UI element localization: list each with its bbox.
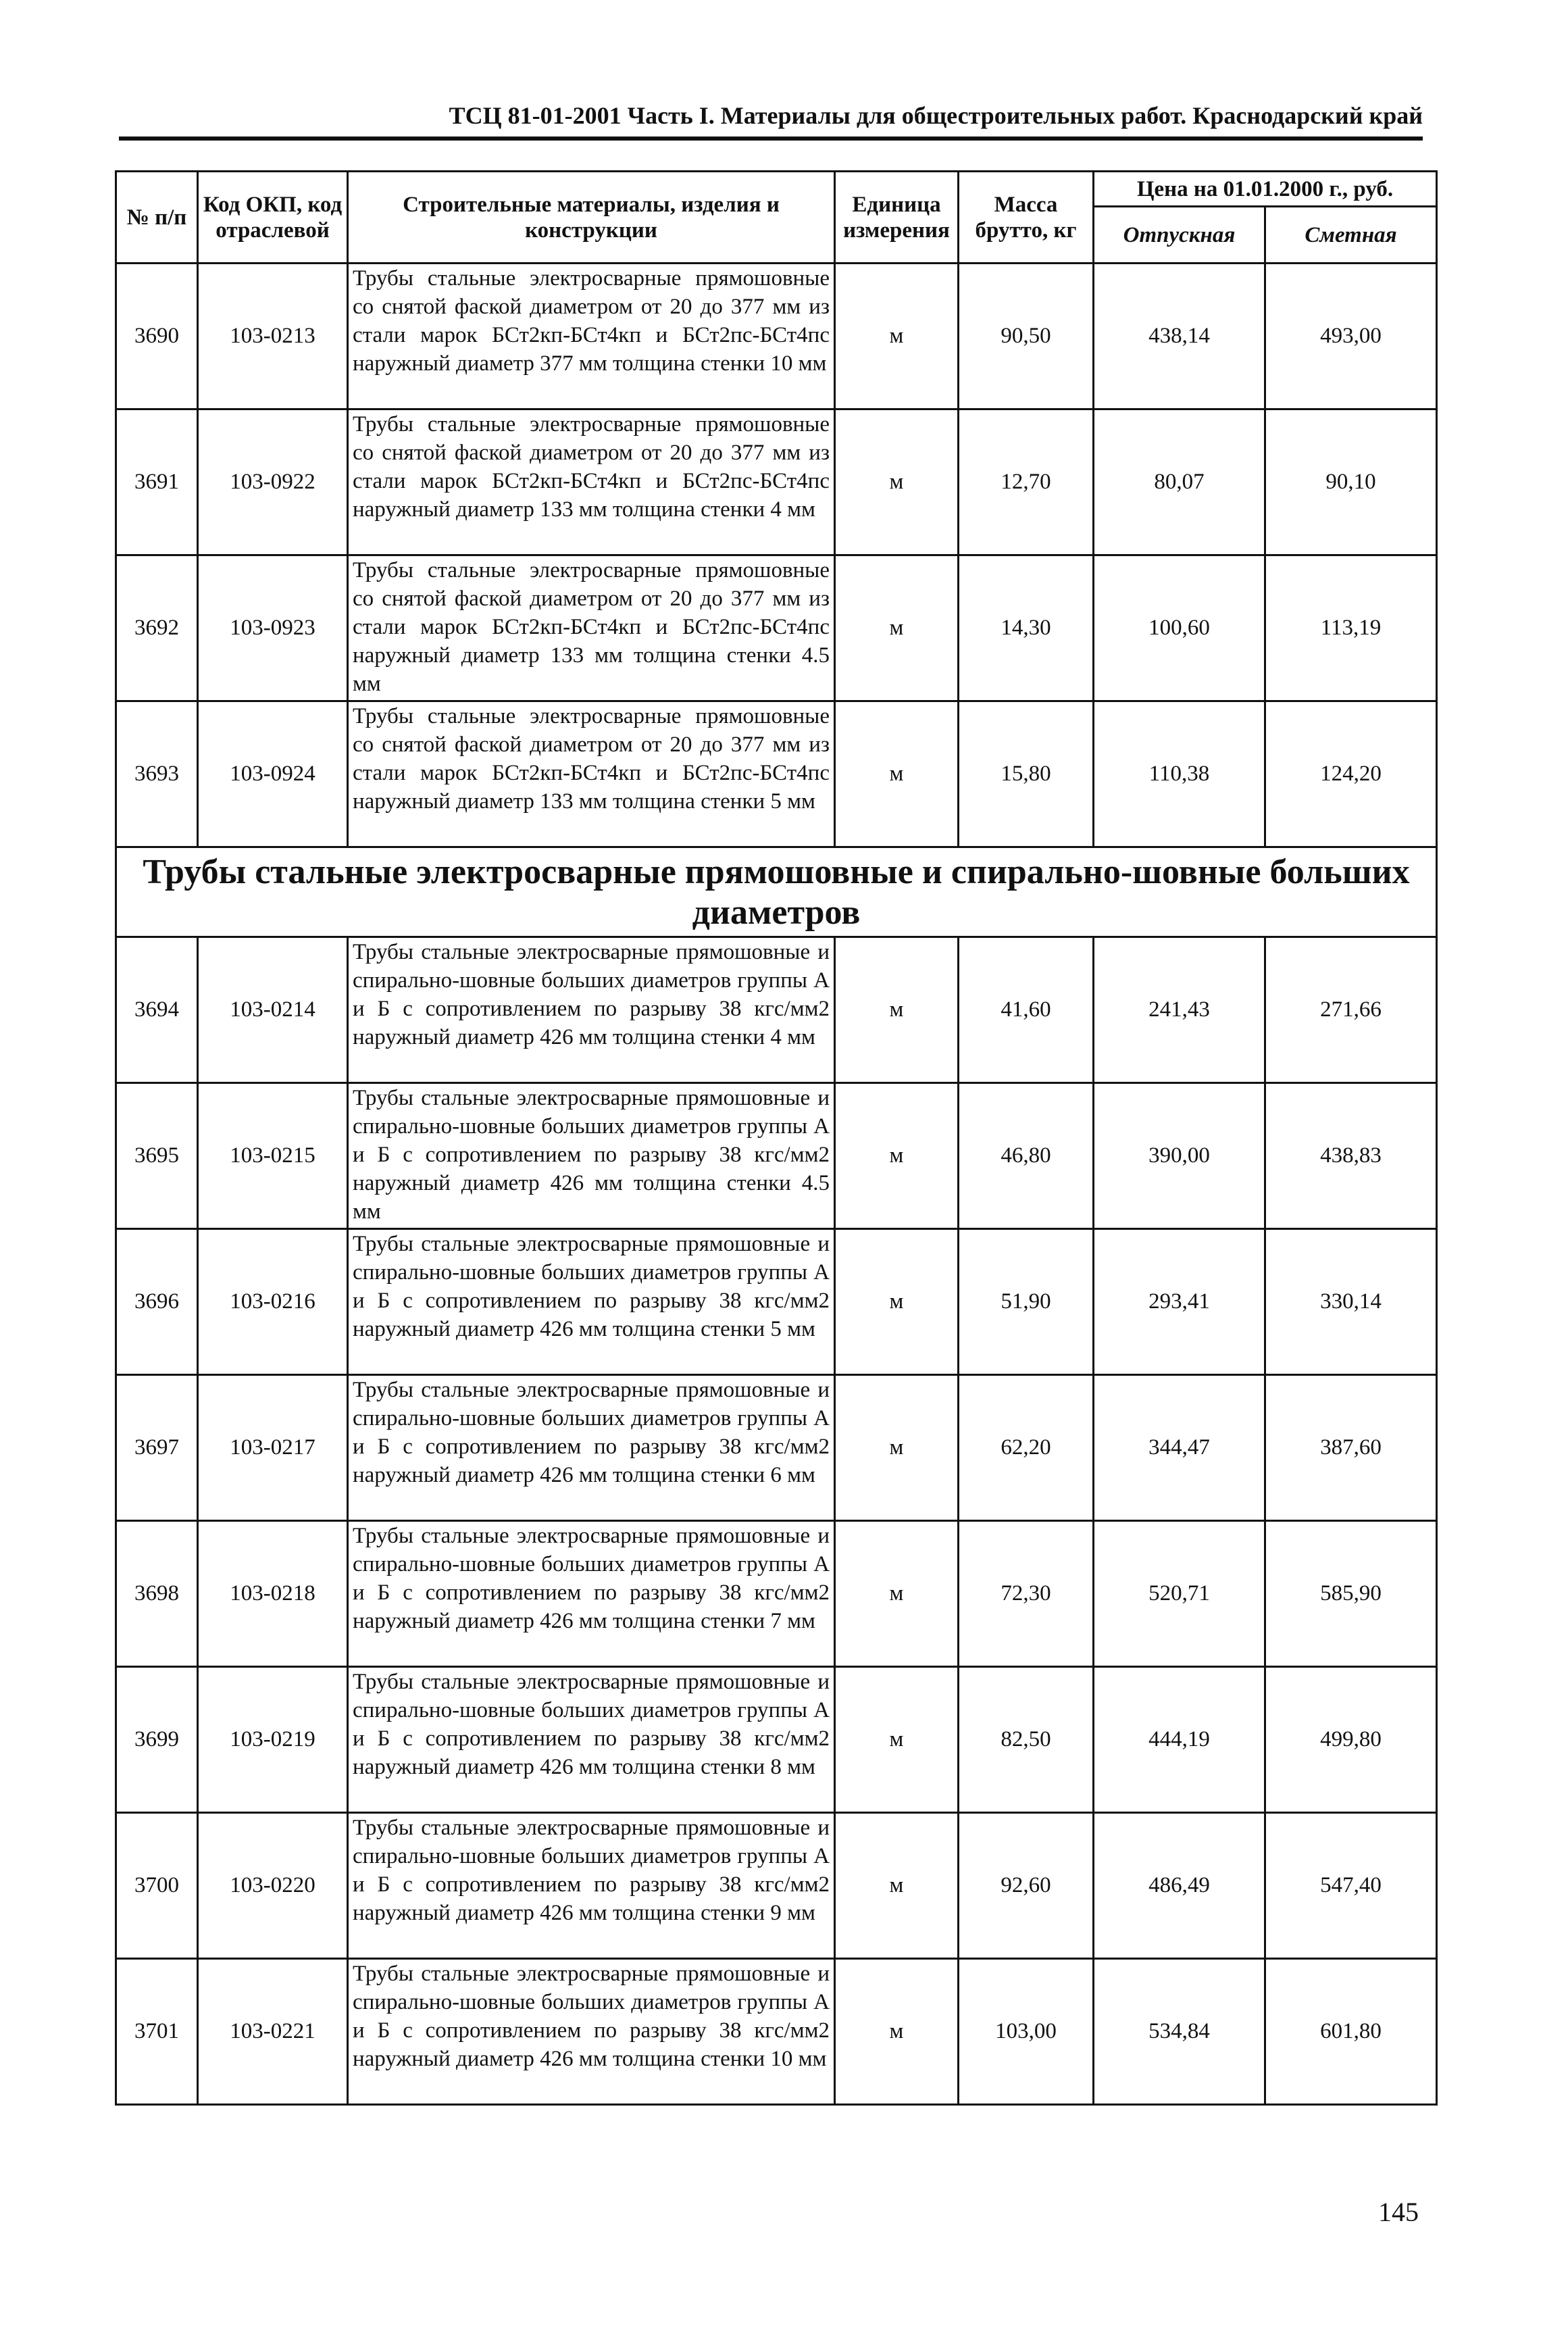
- table-row: [116, 701, 1437, 847]
- row-number: 3694: [116, 937, 198, 1083]
- estimate-price: 271,66: [1265, 937, 1437, 1083]
- release-price: 486,49: [1094, 1813, 1265, 1959]
- release-price: 344,47: [1094, 1375, 1265, 1521]
- gross-mass: 72,30: [959, 1521, 1094, 1667]
- release-price: 293,41: [1094, 1229, 1265, 1375]
- estimate-price: 113,19: [1265, 555, 1437, 701]
- gross-mass: 82,50: [959, 1667, 1094, 1813]
- okp-code: 103-0220: [198, 1813, 348, 1959]
- table-row: [116, 1083, 1437, 1229]
- estimate-price: 90,10: [1265, 409, 1437, 555]
- unit-of-measure: м: [835, 1667, 959, 1813]
- release-price: 80,07: [1094, 409, 1265, 555]
- okp-code: 103-0216: [198, 1229, 348, 1375]
- gross-mass: 92,60: [959, 1813, 1094, 1959]
- okp-code: 103-0923: [198, 555, 348, 701]
- material-description: Трубы стальные электросварные прямошовные и спирально-шовные больших диаметров группы А и Б с сопротивлением по разрыву 38 кгс/мм2 наружный диаметр 426 мм толщина стенки 4 мм: [348, 937, 835, 1083]
- row-number: 3693: [116, 701, 198, 847]
- col-header-name: Строительные материалы, изделия и конструкции: [348, 172, 835, 264]
- page-number: 145: [1378, 2197, 1419, 2227]
- gross-mass: 15,80: [959, 701, 1094, 847]
- release-price: 438,14: [1094, 264, 1265, 409]
- unit-of-measure: м: [835, 264, 959, 409]
- table-row: [116, 1667, 1437, 1813]
- table-row: [116, 1521, 1437, 1667]
- unit-of-measure: м: [835, 409, 959, 555]
- estimate-price: 493,00: [1265, 264, 1437, 409]
- row-number: 3695: [116, 1083, 198, 1229]
- material-description: Трубы стальные электросварные прямошовные и спирально-шовные больших диаметров группы А и Б с сопротивлением по разрыву 38 кгс/мм2 наружный диаметр 426 мм толщина стенки 4.5 мм: [348, 1083, 835, 1229]
- row-number: 3690: [116, 264, 198, 409]
- material-description: Трубы стальные электросварные прямошовные со снятой фаской диаметром от 20 до 377 мм из стали марок БСт2кп-БСт4кп и БСт2пс-БСт4пс наружный диаметр 133 мм толщина стенки 4 мм: [348, 409, 835, 555]
- estimate-price: 547,40: [1265, 1813, 1437, 1959]
- material-description: Трубы стальные электросварные прямошовные со снятой фаской диаметром от 20 до 377 мм из стали марок БСт2кп-БСт4кп и БСт2пс-БСт4пс наружный диаметр 377 мм толщина стенки 10 мм: [348, 264, 835, 409]
- material-description: Трубы стальные электросварные прямошовные и спирально-шовные больших диаметров группы А и Б с сопротивлением по разрыву 38 кгс/мм2 наружный диаметр 426 мм толщина стенки 10 мм: [348, 1959, 835, 2105]
- estimate-price: 387,60: [1265, 1375, 1437, 1521]
- okp-code: 103-0213: [198, 264, 348, 409]
- estimate-price: 124,20: [1265, 701, 1437, 847]
- material-description: Трубы стальные электросварные прямошовные со снятой фаской диаметром от 20 до 377 мм из стали марок БСт2кп-БСт4кп и БСт2пс-БСт4пс наружный диаметр 133 мм толщина стенки 4.5 мм: [348, 555, 835, 701]
- okp-code: 103-0215: [198, 1083, 348, 1229]
- page-header: ТСЦ 81-01-2001 Часть I. Материалы для общестроительных работ. Краснодарский край: [449, 102, 1423, 129]
- release-price: 520,71: [1094, 1521, 1265, 1667]
- unit-of-measure: м: [835, 701, 959, 847]
- table-row: [116, 1229, 1437, 1375]
- okp-code: 103-0218: [198, 1521, 348, 1667]
- material-description: Трубы стальные электросварные прямошовные и спирально-шовные больших диаметров группы А и Б с сопротивлением по разрыву 38 кгс/мм2 наружный диаметр 426 мм толщина стенки 6 мм: [348, 1375, 835, 1521]
- table-body-group2: [116, 937, 1437, 2105]
- row-number: 3691: [116, 409, 198, 555]
- estimate-price: 601,80: [1265, 1959, 1437, 2105]
- row-number: 3701: [116, 1959, 198, 2105]
- okp-code: 103-0219: [198, 1667, 348, 1813]
- unit-of-measure: м: [835, 1813, 959, 1959]
- table-row: [116, 409, 1437, 555]
- table-row: [116, 264, 1437, 409]
- okp-code: 103-0922: [198, 409, 348, 555]
- okp-code: 103-0217: [198, 1375, 348, 1521]
- col-header-unit: Единица измерения: [835, 172, 959, 264]
- gross-mass: 41,60: [959, 937, 1094, 1083]
- material-description: Трубы стальные электросварные прямошовные со снятой фаской диаметром от 20 до 377 мм из стали марок БСт2кп-БСт4кп и БСт2пс-БСт4пс наружный диаметр 133 мм толщина стенки 5 мм: [348, 701, 835, 847]
- col-header-code: Код ОКП, код отраслевой: [198, 172, 348, 264]
- header-rule: [119, 136, 1423, 141]
- col-header-price-estimate: Сметная: [1265, 207, 1437, 264]
- estimate-price: 499,80: [1265, 1667, 1437, 1813]
- estimate-price: 330,14: [1265, 1229, 1437, 1375]
- row-number: 3698: [116, 1521, 198, 1667]
- table-row: [116, 1959, 1437, 2105]
- col-header-num: № п/п: [116, 172, 198, 264]
- unit-of-measure: м: [835, 555, 959, 701]
- gross-mass: 46,80: [959, 1083, 1094, 1229]
- gross-mass: 51,90: [959, 1229, 1094, 1375]
- table-body-group1: [116, 264, 1437, 847]
- col-header-price: Цена на 01.01.2000 г., руб.: [1094, 172, 1437, 207]
- gross-mass: 14,30: [959, 555, 1094, 701]
- row-number: 3692: [116, 555, 198, 701]
- col-header-mass: Масса брутто, кг: [959, 172, 1094, 264]
- release-price: 100,60: [1094, 555, 1265, 701]
- material-description: Трубы стальные электросварные прямошовные и спирально-шовные больших диаметров группы А и Б с сопротивлением по разрыву 38 кгс/мм2 наружный диаметр 426 мм толщина стенки 9 мм: [348, 1813, 835, 1959]
- estimate-price: 438,83: [1265, 1083, 1437, 1229]
- table-row: [116, 555, 1437, 701]
- gross-mass: 62,20: [959, 1375, 1094, 1521]
- release-price: 534,84: [1094, 1959, 1265, 2105]
- row-number: 3697: [116, 1375, 198, 1521]
- gross-mass: 103,00: [959, 1959, 1094, 2105]
- unit-of-measure: м: [835, 937, 959, 1083]
- price-table: [115, 170, 1438, 2106]
- unit-of-measure: м: [835, 1375, 959, 1521]
- release-price: 110,38: [1094, 701, 1265, 847]
- material-description: Трубы стальные электросварные прямошовные и спирально-шовные больших диаметров группы А и Б с сопротивлением по разрыву 38 кгс/мм2 наружный диаметр 426 мм толщина стенки 8 мм: [348, 1667, 835, 1813]
- section-row: [116, 847, 1437, 937]
- section-body: [116, 847, 1437, 937]
- unit-of-measure: м: [835, 1521, 959, 1667]
- unit-of-measure: м: [835, 1083, 959, 1229]
- unit-of-measure: м: [835, 1229, 959, 1375]
- unit-of-measure: м: [835, 1959, 959, 2105]
- table-row: [116, 1375, 1437, 1521]
- okp-code: 103-0221: [198, 1959, 348, 2105]
- estimate-price: 585,90: [1265, 1521, 1437, 1667]
- material-description: Трубы стальные электросварные прямошовные и спирально-шовные больших диаметров группы А и Б с сопротивлением по разрыву 38 кгс/мм2 наружный диаметр 426 мм толщина стенки 5 мм: [348, 1229, 835, 1375]
- release-price: 444,19: [1094, 1667, 1265, 1813]
- gross-mass: 12,70: [959, 409, 1094, 555]
- row-number: 3700: [116, 1813, 198, 1959]
- table-row: [116, 1813, 1437, 1959]
- release-price: 390,00: [1094, 1083, 1265, 1229]
- release-price: 241,43: [1094, 937, 1265, 1083]
- material-description: Трубы стальные электросварные прямошовные и спирально-шовные больших диаметров группы А и Б с сопротивлением по разрыву 38 кгс/мм2 наружный диаметр 426 мм толщина стенки 7 мм: [348, 1521, 835, 1667]
- row-number: 3699: [116, 1667, 198, 1813]
- table-row: [116, 937, 1437, 1083]
- okp-code: 103-0214: [198, 937, 348, 1083]
- section-title: Трубы стальные электросварные прямошовные и спирально-шовные больших диаметров: [116, 847, 1437, 937]
- gross-mass: 90,50: [959, 264, 1094, 409]
- row-number: 3696: [116, 1229, 198, 1375]
- okp-code: 103-0924: [198, 701, 348, 847]
- col-header-price-release: Отпускная: [1094, 207, 1265, 264]
